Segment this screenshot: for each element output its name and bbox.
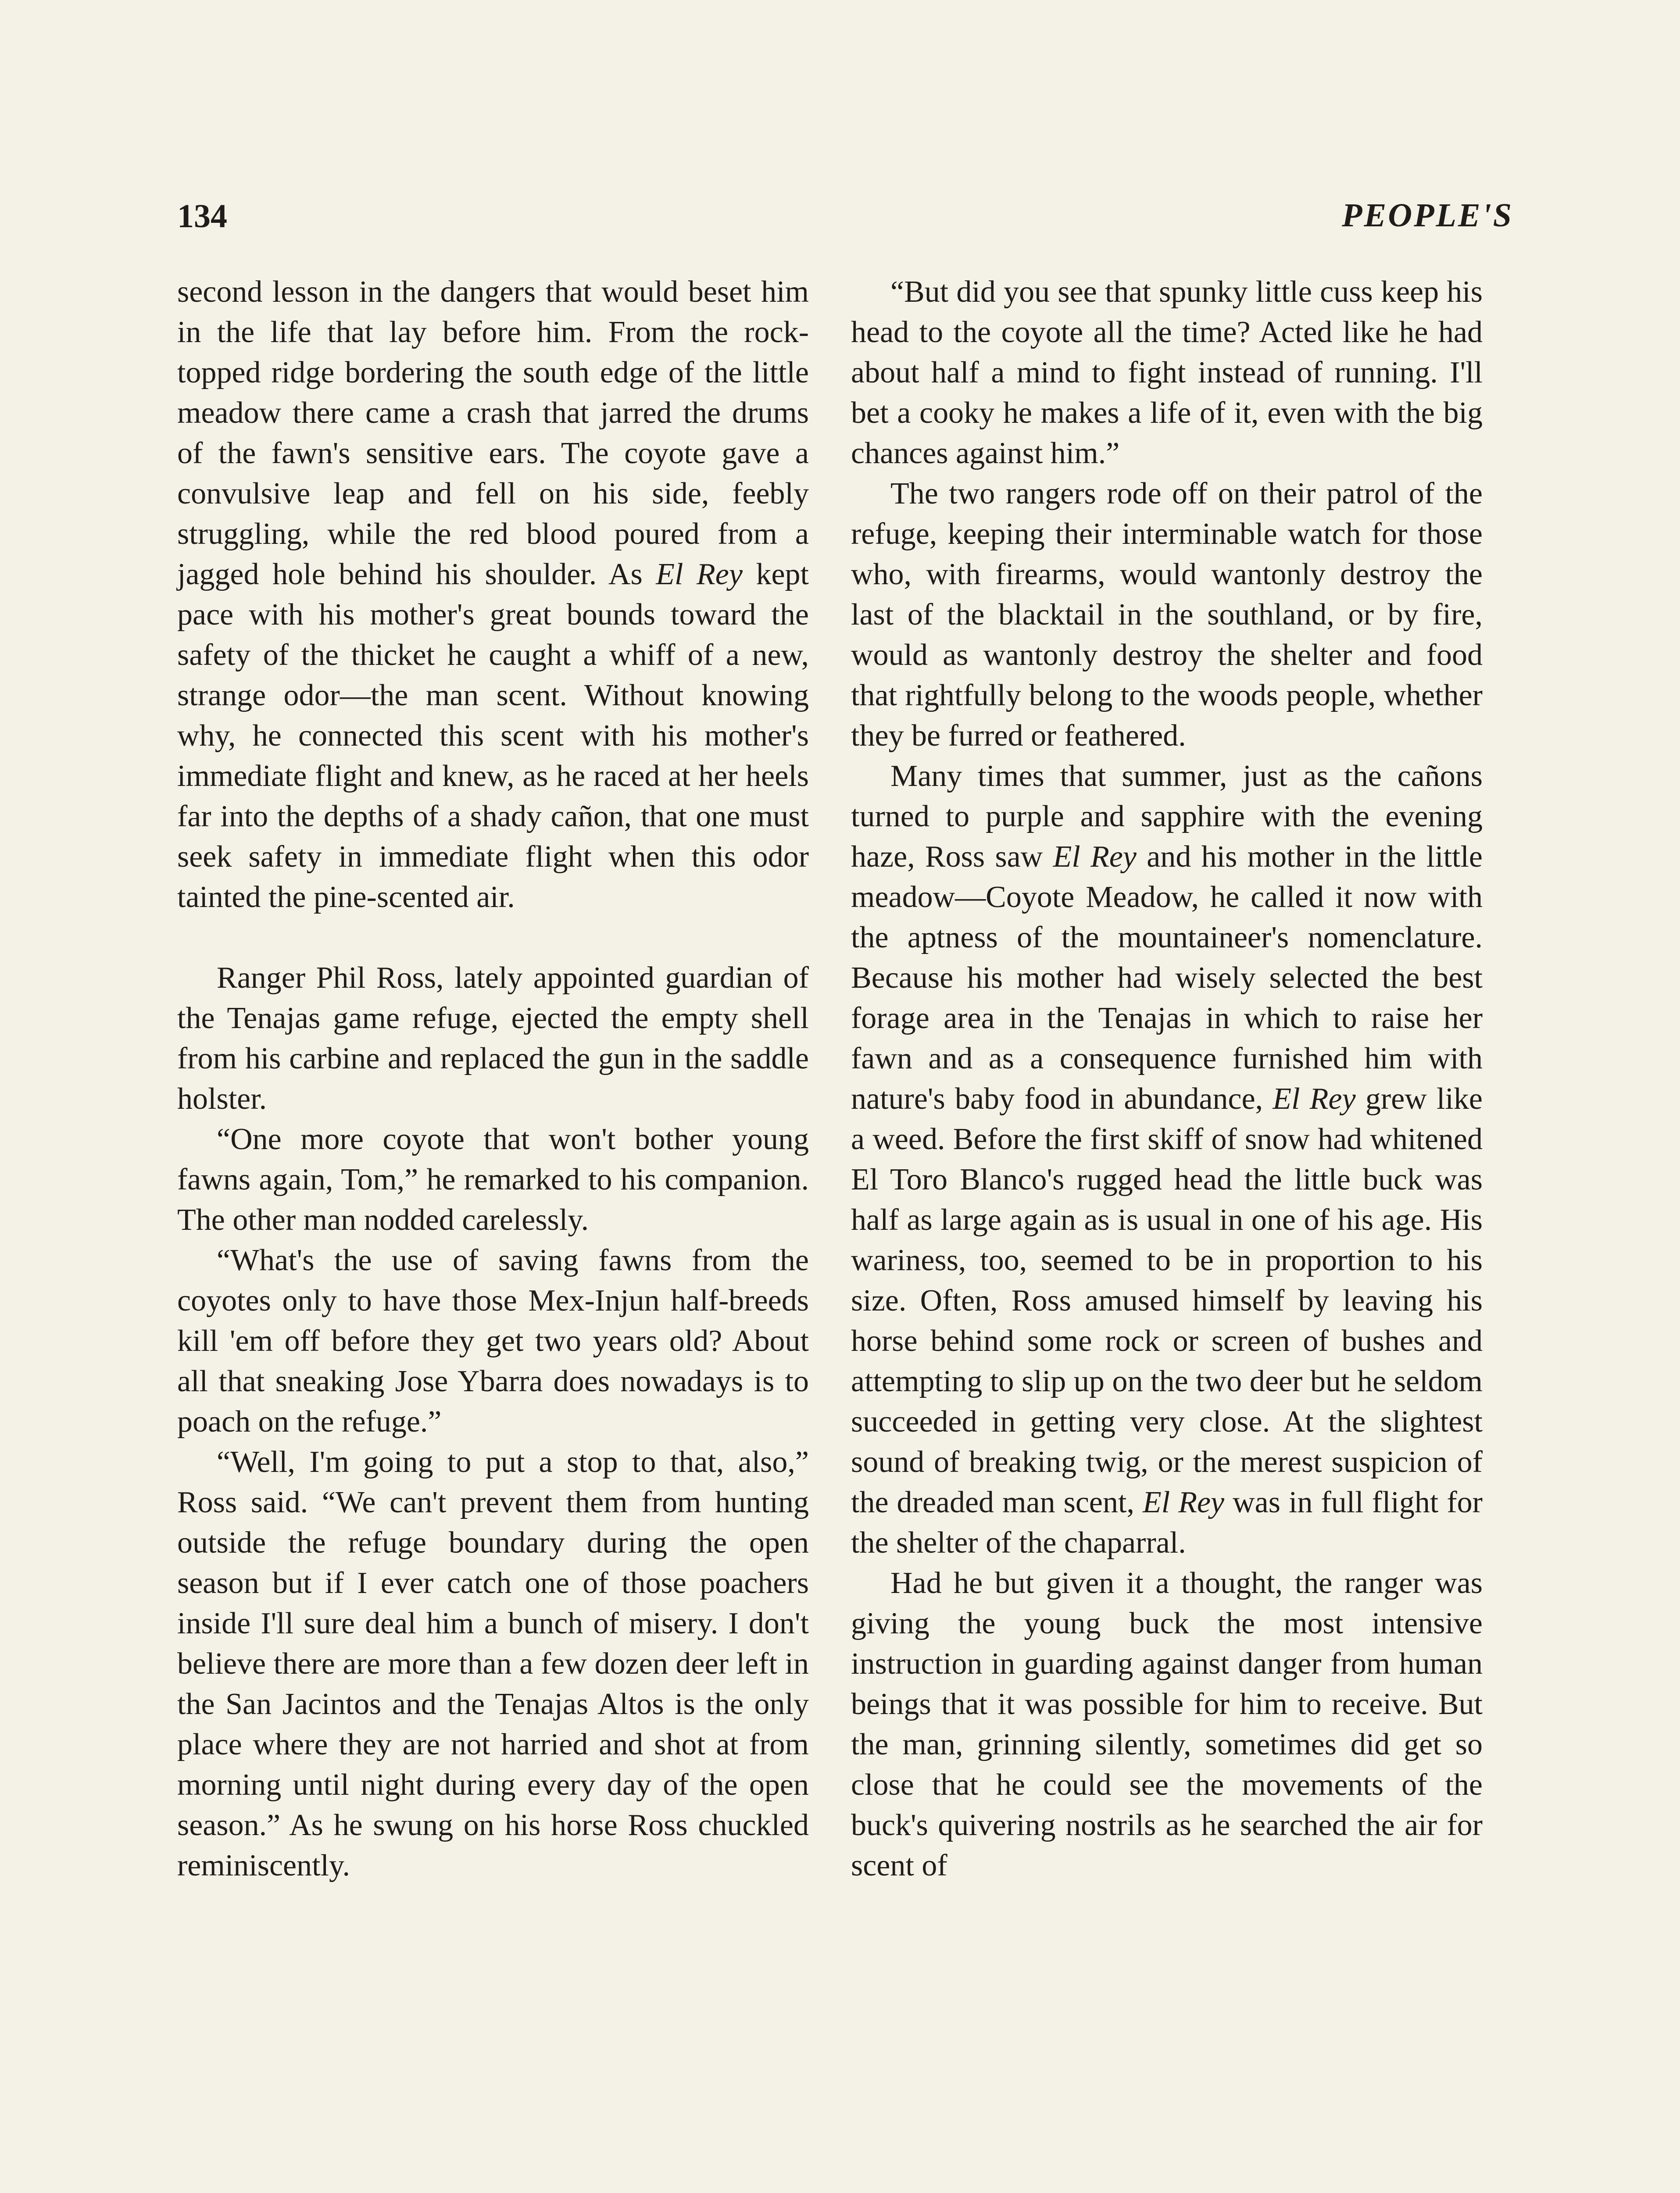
right-column bbox=[851, 272, 1483, 1886]
paragraph: second lesson in the dangers that would beset him in the life that lay before him. From the rock-topped ridge bordering the south edge of the little meadow there came a crash that jarred the drums of the fawn's sensitive ears. The coyote gave a convulsive leap and fell on his side, feebly struggling, while the red blood poured from a jagged hole behind his shoulder. As El Rey kept pace with his mother's great bounds toward the safety of the thicket he caught a whiff of a new, strange odor—the man scent. Without knowing why, he connected this scent with his mother's immediate flight and knew, as he raced at her heels far into the depths of a shady cañon, that one must seek safety in immediate flight when this odor tainted the pine-scented air. bbox=[177, 275, 809, 914]
paragraph: “Well, I'm going to put a stop to that, also,” Ross said. “We can't prevent them from hunting outside the refuge boundary during the open season but if I ever catch one of those poachers inside I'll sure deal him a bunch of misery. I don't believe there are more than a few dozen deer left in the San Jacintos and the Tenajas Altos is the only place where they are not harried and shot at from morning until night during every day of the open season.” As he swung on his horse Ross chuckled reminiscently. bbox=[177, 1445, 809, 1882]
paragraph: Had he but given it a thought, the ranger was giving the young buck the most intensive instruction in guarding against danger from human beings that it was possible for him to receive. But the man, grinning silently, sometimes did get so close that he could see the movements of the buck's quivering nostrils as he searched the air for scent of bbox=[851, 1566, 1483, 1882]
italic-name: El Rey bbox=[656, 557, 743, 591]
italic-name: El Rey bbox=[1053, 840, 1137, 874]
paragraph: “One more coyote that won't bother young fawns again, Tom,” he remarked to his companion. The other man nodded carelessly. bbox=[177, 1122, 809, 1237]
page-number: 134 bbox=[177, 198, 227, 235]
paragraph: “But did you see that spunky little cuss keep his head to the coyote all the time? Acted like he had about half a mind to fight instead of running. I'll bet a cooky he makes a life of it, even with the big chances against him.” bbox=[851, 275, 1483, 470]
paragraph: Ranger Phil Ross, lately appointed guardian of the Tenajas game refuge, ejected the empty shell from his carbine and replaced the gun in the saddle holster. bbox=[177, 961, 809, 1116]
paragraph: “What's the use of saving fawns from the coyotes only to have those Mex-Injun half-breeds kill 'em off before they get two years old? About all that sneaking Jose Ybarra does nowadays is to poach on the refuge.” bbox=[177, 1243, 809, 1439]
paragraph: The two rangers rode off on their patrol of the refuge, keeping their interminable watch for those who, with firearms, would wantonly destroy the last of the blacktail in the southland, or by fire, would as wantonly destroy the shelter and food that rightfully belong to the woods people, whether they be furred or feathered. bbox=[851, 477, 1483, 753]
italic-name: El Rey bbox=[1142, 1486, 1225, 1519]
paragraph: Many times that summer, just as the cañons turned to purple and sapphire with the evening haze, Ross saw El Rey and his mother in the little meadow—Coyote Meadow, he called it now with the aptness of the mountaineer's nomenclature. Because his mother had wisely selected the best forage area in the Tenajas in which to raise her fawn and as a consequence furnished him with nature's baby food in abundance, El Rey grew like a weed. Before the first skiff of snow had whitened El Toro Blanco's rugged head the little buck was half as large again as is usual in one of his age. His wariness, too, seemed to be in proportion to his size. Often, Ross amused himself by leaving his horse behind some rock or screen of bushes and attempting to slip up on the two deer but he seldom succeeded in getting very close. At the slightest sound of breaking twig, or the merest suspicion of the dreaded man scent, El Rey was in full flight for the shelter of the chaparral. bbox=[851, 759, 1483, 1560]
left-column bbox=[177, 272, 809, 1886]
running-head: PEOPLE'S bbox=[1342, 197, 1513, 234]
italic-name: El Rey bbox=[1273, 1082, 1356, 1116]
